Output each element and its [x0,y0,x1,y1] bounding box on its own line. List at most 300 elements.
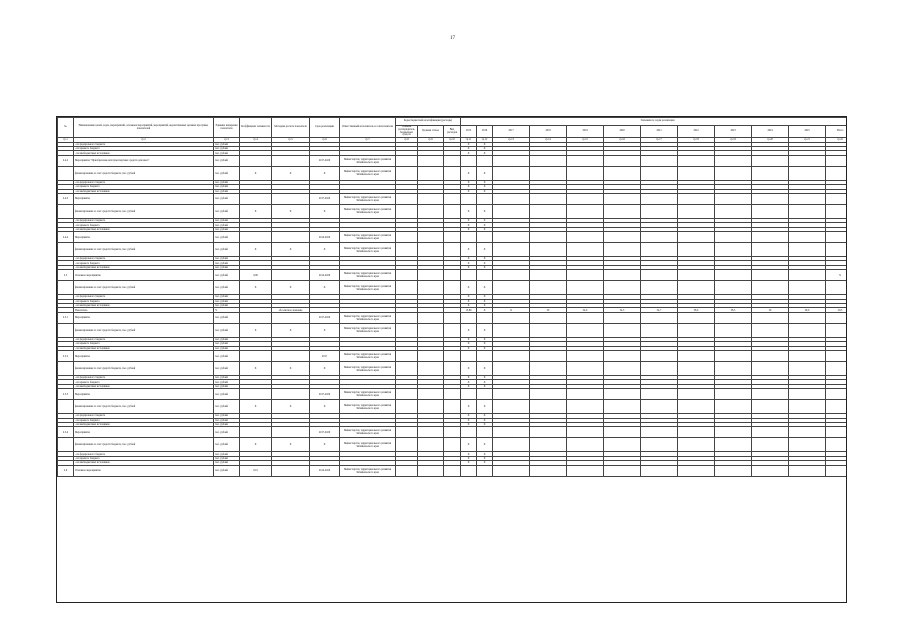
row-responsible: Министерство территориального развития Забайкальского края [340,465,396,476]
column-number: гр.1 [58,138,74,142]
row-term: X [310,243,340,257]
row-unit: тыс. рублей [214,243,240,257]
row-unit: тыс. рублей [214,281,240,295]
table-row [58,323,848,337]
row-kbk [418,232,444,243]
row-unit: тыс. рублей [214,438,240,452]
row-kbk [418,166,444,180]
row-year-value: X [477,308,493,312]
row-term: 2017-2020 [310,427,340,438]
row-year-value [826,232,847,243]
row-year-value [752,270,789,281]
row-year-value: X [461,204,477,218]
row-year-value: X [477,337,493,341]
row-number: 2.5.3 [58,389,74,400]
row-number [58,323,74,337]
row-year-value [604,243,641,257]
row-year-value: X [461,180,477,184]
row-year-value [789,351,826,362]
row-year-value: X [461,261,477,265]
row-year-value [641,389,678,400]
row-unit: тыс. рублей [214,299,240,303]
row-year-value: X [493,308,530,312]
row-term: 2017-2020 [310,389,340,400]
row-year-value [826,312,847,323]
row-year-value [826,166,847,180]
row-unit: тыс. рублей [214,204,240,218]
row-responsible: Министерство территориального развития Забайкальского края [340,243,396,257]
row-name: Мероприятие [74,193,214,204]
row-kbk [444,193,461,204]
row-year-value [678,193,715,204]
header-row-1 [58,118,848,126]
row-year-value [477,270,493,281]
row-year-value: X [461,243,477,257]
row-year-value: X [461,146,477,150]
row-kbk [444,438,461,452]
row-year-value [678,155,715,166]
row-year-value [604,389,641,400]
row-kbk [444,270,461,281]
row-unit: тыс. рублей [214,456,240,460]
row-year-value [530,389,567,400]
row-unit: тыс. рублей [214,380,240,384]
row-year-value [641,312,678,323]
row-year-value [493,204,530,218]
row-number: 2.6 [58,465,74,476]
row-year-value [567,270,604,281]
row-year-value [752,312,789,323]
row-name: Мероприятие [74,351,214,362]
row-unit: тыс. рублей [214,265,240,269]
column-number: гр.11 [461,138,477,142]
row-unit: тыс. рублей [214,323,240,337]
row-year-value [789,312,826,323]
row-year-value [715,323,752,337]
row-year-value [826,323,847,337]
row-year-value [641,204,678,218]
row-year-value: X [477,422,493,426]
row-year-value: 54,7 [641,308,678,312]
row-kbk [418,270,444,281]
row-unit: тыс. рублей [214,223,240,227]
row-year-value [715,427,752,438]
row-kbk [418,427,444,438]
row-year-value: X [477,295,493,299]
table-row [58,270,848,281]
row-year-value: X [461,422,477,426]
row-year-value [789,438,826,452]
row-name: - из внебюджетных источников [74,384,214,388]
row-year-value [641,400,678,414]
row-year-value: 54,5 [604,308,641,312]
row-year-value [604,193,641,204]
row-kbk [396,465,418,476]
row-year-value [789,427,826,438]
row-term: 2014-2026 [310,270,340,281]
row-year-value: X [477,218,493,222]
row-year-value [567,438,604,452]
row-responsible: Министерство территориального развития Забайкальского края [340,351,396,362]
row-kbk [418,465,444,476]
header-term: Срок реализации [310,118,340,138]
header-unit: Единица измерения показателя [214,118,240,138]
column-number: гр.10 [444,138,461,142]
row-year-value [789,400,826,414]
row-kbk [396,270,418,281]
row-year-value: X [461,257,477,261]
row-kbk [396,362,418,376]
row-name: - из краевого бюджета [74,418,214,422]
row-year-value [826,155,847,166]
table-row [58,166,848,180]
row-year-value [493,312,530,323]
row-kbk [396,351,418,362]
row-number [58,243,74,257]
row-year-value [530,232,567,243]
row-year-value [477,193,493,204]
row-year-value [678,281,715,295]
row-year-value [752,351,789,362]
row-name: - из федерального бюджета [74,337,214,341]
header-year: 2023 [715,126,752,138]
row-year-value [752,204,789,218]
row-year-value [567,351,604,362]
row-year-value [678,351,715,362]
row-name: - из федерального бюджета [74,414,214,418]
program-table [56,116,847,603]
row-name: - из федерального бюджета [74,180,214,184]
row-name: - из краевого бюджета [74,380,214,384]
row-kbk [444,232,461,243]
row-year-value [678,362,715,376]
row-method [272,193,310,204]
row-responsible: Министерство территориального развития Забайкальского края [340,323,396,337]
row-year-value: X [477,342,493,346]
row-number [58,166,74,180]
row-unit: тыс. рублей [214,376,240,380]
row-year-value [826,243,847,257]
row-unit: тыс. рублей [214,465,240,476]
row-method: X [272,204,310,218]
row-year-value: X [461,304,477,308]
row-year-value [752,362,789,376]
row-year-value [493,155,530,166]
row-year-value: 59,0 [789,308,826,312]
row-year-value [641,243,678,257]
row-name: - из внебюджетных источников [74,189,214,193]
row-year-value [567,400,604,414]
row-year-value [604,400,641,414]
row-year-value [715,232,752,243]
row-term: X [310,166,340,180]
row-unit: тыс. рублей [214,384,240,388]
row-year-value [641,232,678,243]
row-name: Мероприятие [74,232,214,243]
row-year-value [678,166,715,180]
row-coef: X [240,243,272,257]
row-year-value [826,400,847,414]
row-year-value: 59,5 [826,308,847,312]
row-year-value [715,166,752,180]
row-year-value: X [461,362,477,376]
table-row [58,155,848,166]
row-year-value [715,281,752,295]
row-year-value [493,166,530,180]
row-year-value [604,351,641,362]
row-kbk [444,204,461,218]
row-coef: X [240,166,272,180]
row-unit: тыс. рублей [214,400,240,414]
row-year-value: X [461,299,477,303]
row-kbk [444,389,461,400]
row-year-value: X [477,204,493,218]
table-row [58,193,848,204]
row-name: - из внебюджетных источников [74,304,214,308]
row-name: Мероприятие [74,312,214,323]
row-unit: тыс. рублей [214,342,240,346]
row-year-value: X [477,166,493,180]
row-unit: тыс. рублей [214,151,240,155]
column-number: гр.15 [567,138,604,142]
row-method [272,270,310,281]
row-year-value [752,323,789,337]
row-term: 2017 [310,351,340,362]
row-name: Основное мероприятие [74,270,214,281]
row-unit: тыс. рублей [214,146,240,150]
row-kbk [418,204,444,218]
row-unit: тыс. рублей [214,351,240,362]
table-row [58,351,848,362]
row-year-value [826,438,847,452]
row-year-value [567,166,604,180]
row-year-value: X [477,227,493,231]
row-year-value: X [461,189,477,193]
row-unit: тыс. рублей [214,193,240,204]
row-year-value [604,438,641,452]
row-year-value [493,362,530,376]
row-method: X [272,400,310,414]
row-year-value: X [477,438,493,452]
row-year-value [604,323,641,337]
row-name: финансирование за счет средств бюджета, тыс. рублей [74,400,214,414]
row-responsible: Министерство территориального развития Забайкальского края [340,232,396,243]
row-year-value [826,362,847,376]
row-year-value [530,400,567,414]
row-year-value [826,465,847,476]
row-kbk [444,166,461,180]
row-unit: тыс. рублей [214,261,240,265]
row-year-value [752,166,789,180]
row-year-value: X [461,418,477,422]
row-kbk [396,193,418,204]
header-year: 2022 [678,126,715,138]
row-year-value: X [461,346,477,350]
row-year-value [641,166,678,180]
row-coef [240,389,272,400]
row-responsible: Министерство территориального развития Забайкальского края [340,362,396,376]
row-term: X [310,281,340,295]
header-year: 2019 [567,126,604,138]
row-unit: тыс. рублей [214,418,240,422]
row-year-value [826,204,847,218]
row-year-value [477,427,493,438]
row-year-value: X [461,265,477,269]
row-year-value: X [461,227,477,231]
row-year-value [715,155,752,166]
row-unit: тыс. рублей [214,155,240,166]
row-year-value [530,270,567,281]
row-year-value [678,232,715,243]
row-method: X [272,438,310,452]
row-year-value [461,351,477,362]
row-unit: тыс. рублей [214,362,240,376]
row-number [58,204,74,218]
column-number: гр.13 [493,138,530,142]
row-year-value [678,465,715,476]
row-unit: тыс. рублей [214,166,240,180]
column-number: гр.17 [641,138,678,142]
row-year-value [752,232,789,243]
row-year-value: X [477,400,493,414]
header-kbk-group: Коды бюджетной классификации (расходы) [396,118,461,126]
row-unit: тыс. рублей [214,427,240,438]
row-responsible: Министерство территориального развития Забайкальского края [340,400,396,414]
row-year-value [530,193,567,204]
row-unit: тыс. рублей [214,461,240,465]
row-term: 2017-2020 [310,193,340,204]
row-year-value [678,204,715,218]
row-kbk [444,465,461,476]
row-method: X [272,362,310,376]
column-number: гр.2 [74,138,214,142]
row-year-value [493,323,530,337]
row-year-value [567,232,604,243]
row-year-value: X [477,418,493,422]
row-kbk [444,323,461,337]
row-coef [240,351,272,362]
row-kbk [396,427,418,438]
row-kbk [396,204,418,218]
header-name: Наименование целей, задач, мероприятий, основных мероприятий, мероприятий, ведомственных целевых программ, показателей [74,118,214,138]
row-year-value [477,351,493,362]
row-name: - из краевого бюджета [74,299,214,303]
row-year-value [567,204,604,218]
row-year-value [604,155,641,166]
row-year-value: X [461,342,477,346]
row-coef [240,427,272,438]
row-kbk [444,243,461,257]
row-year-value [715,312,752,323]
row-name: - из федерального бюджета [74,257,214,261]
row-year-value [789,204,826,218]
row-year-value [567,312,604,323]
row-year-value [752,389,789,400]
row-year-value [678,389,715,400]
row-year-value: X [477,243,493,257]
row-year-value [789,270,826,281]
header-total: Итого [826,126,847,138]
table-row [58,438,848,452]
row-year-value [789,323,826,337]
row-unit: % [214,308,240,312]
row-year-value [715,465,752,476]
row-method [272,351,310,362]
row-year-value: 54,0 [567,308,604,312]
row-year-value [493,270,530,281]
header-year: 2020 [604,126,641,138]
row-year-value: X [477,304,493,308]
header-coef: Коэффициент значимости [240,118,272,138]
row-year-value [826,351,847,362]
header-kbk: Вид расходов [444,126,461,138]
column-number: гр.4 [240,138,272,142]
row-year-value [461,389,477,400]
row-year-value [604,232,641,243]
row-name: - из федерального бюджета [74,295,214,299]
row-year-value: X [461,380,477,384]
row-number: 2.5.4 [58,427,74,438]
row-year-value [678,323,715,337]
table-row [58,465,848,476]
row-year-value [530,438,567,452]
row-name: финансирование за счет средств бюджета, тыс. рублей [74,281,214,295]
row-name: Мероприятие [74,389,214,400]
row-name: Показатель [74,308,214,312]
row-unit: тыс. рублей [214,304,240,308]
row-year-value [641,362,678,376]
row-kbk [396,389,418,400]
row-name: - из краевого бюджета [74,456,214,460]
row-name: - из краевого бюджета [74,261,214,265]
row-year-value [604,166,641,180]
row-year-value: 58,5 [715,308,752,312]
row-year-value: X [461,452,477,456]
table-row [58,362,848,376]
row-year-value: X [461,376,477,380]
row-number: 2.4.4 [58,232,74,243]
row-method: X [272,281,310,295]
row-kbk [418,389,444,400]
row-unit: тыс. рублей [214,422,240,426]
column-number: гр.8 [396,138,418,142]
row-method [272,232,310,243]
row-year-value [493,400,530,414]
row-unit: тыс. рублей [214,346,240,350]
row-method [272,389,310,400]
row-number [58,281,74,295]
row-coef [240,193,272,204]
header-year: 2018 [530,126,567,138]
row-unit: тыс. рублей [214,180,240,184]
row-year-value [461,232,477,243]
row-kbk [418,243,444,257]
row-year-value [752,155,789,166]
row-responsible: Министерство территориального развития Забайкальского края [340,438,396,452]
row-year-value [493,243,530,257]
row-year-value [477,465,493,476]
row-year-value [604,465,641,476]
row-year-value [715,389,752,400]
row-year-value [789,166,826,180]
row-name: - из федерального бюджета [74,376,214,380]
row-year-value [789,389,826,400]
row-year-value [461,427,477,438]
row-name: - из внебюджетных источников [74,346,214,350]
table-row [58,427,848,438]
row-year-value: X [461,323,477,337]
row-year-value: X [477,281,493,295]
